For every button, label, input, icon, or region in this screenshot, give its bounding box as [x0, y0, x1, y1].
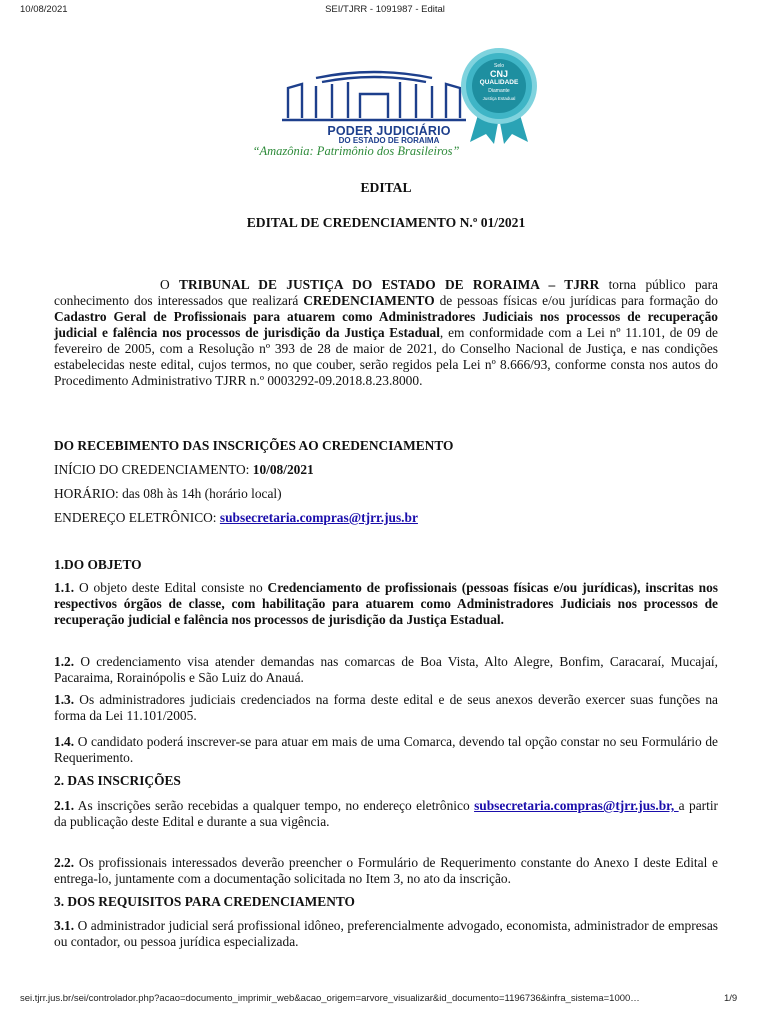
print-date: 10/08/2021 [20, 4, 68, 15]
p14-number: 1.4. [54, 734, 75, 749]
logo-motto: “Amazônia: Patrimônio dos Brasileiros” [252, 144, 460, 158]
requisitos-heading: 3. DOS REQUISITOS PARA CREDENCIAMENTO [54, 894, 355, 909]
intro-bold-2: CREDENCIAMENTO [303, 293, 435, 308]
print-page-number: 1/9 [724, 993, 738, 1004]
courthouse-logo-icon [276, 64, 472, 126]
receb-endereco [54, 510, 718, 526]
receb-heading: DO RECEBIMENTO DAS INSCRIÇÕES AO CREDENCIAMENTO [54, 438, 454, 453]
p14-text: O candidato poderá inscrever-se para atuar em mais de uma Comarca, devendo tal opção constar no seu Formulário de Requerimento. [54, 734, 718, 765]
print-title: SEI/TJRR - 1091987 - Edital [325, 4, 445, 15]
p12-number: 1.2. [54, 654, 75, 669]
logo-subtitle: DO ESTADO DE RORAIMA [338, 136, 440, 145]
endereco-label: ENDEREÇO ELETRÔNICO: [54, 510, 220, 525]
p21-text-1: As inscrições serão recebidas a qualquer tempo, no endereço eletrônico [74, 798, 475, 813]
p31-text: O administrador judicial será profissional idôneo, preferencialmente advogado, economista, administrador de empresas ou contador, ou pessoa jurídica especializada. [54, 918, 718, 949]
seal-text-4: Diamante [488, 88, 510, 94]
inicio-label: INÍCIO DO CREDENCIAMENTO: [54, 462, 253, 477]
p21-text-2: a partir da publicação deste Edital e durante a sua vigência. [54, 798, 719, 829]
intro-bold-1: TRIBUNAL DE JUSTIÇA DO ESTADO DE RORAIMA – TJRR [179, 277, 600, 292]
print-url: sei.tjrr.jus.br/sei/controlador.php?acao=documento_imprimir_web&acao_origem=arvore_visualizar&id_documento=1196736&infra_sistema=1000… [20, 993, 640, 1004]
p12-text: O credenciamento visa atender demandas nas comarcas de Boa Vista, Alto Alegre, Bonfim, Caracaraí, Mucajaí, Pacaraima, Rorainópolis e São Luiz do Anauá. [54, 654, 718, 685]
doc-subtitle: EDITAL DE CREDENCIAMENTO N.º 01/2021 [246, 215, 526, 230]
paragraph-1-4 [54, 734, 718, 766]
inscricoes-heading: 2. DAS INSCRIÇÕES [54, 773, 181, 788]
paragraph-1-3 [54, 692, 718, 724]
seal-text-5: Justiça Estadual [482, 96, 516, 101]
p31-number: 3.1. [54, 918, 75, 933]
cnj-quality-seal [456, 46, 542, 146]
intro-text-4: , em conformidade com a Lei nº 11.101, de 09 de fevereiro de 2005, com a Resolução nº 393 de 28 de maior de 2021, do Conselho Nacional de Justiça, e nas condições estabelecidas neste edital, cujos termos, no que couber, serão regidos pela Lei nº 8.666/93, conforme consta nos autos do Procedimento Administrativo TJRR n.º 0003292-09.2018.8.23.8000. [54, 325, 719, 388]
p11-bold: Credenciamento de profissionais (pessoas físicas e/ou jurídicas), inscritas nos respectivos órgãos de classe, com habilitação para atuarem como Administradores Judiciais nos processos de recuperação judicial e falência nos processos de jurisdição da Justiça Estadual. [54, 580, 718, 627]
paragraph-2-1 [54, 798, 718, 830]
intro-text-2: torna público para conhecimento dos interessados que realizará [54, 277, 718, 308]
inicio-value: 10/08/2021 [252, 462, 314, 477]
p13-number: 1.3. [54, 692, 75, 707]
p21-email-link[interactable]: subsecretaria.compras@tjrr.jus.br, [474, 798, 679, 813]
intro-bold-3: Cadastro Geral de Profissionais para atuarem como Administradores Judiciais nos processos de recuperação judicial e falência nos processos de jurisdição da Justiça Estadual [54, 309, 718, 340]
p13-text: Os administradores judiciais credenciados na forma deste edital e de seus anexos deverão exercer suas funções na forma da Lei 11.101/2005. [54, 692, 718, 723]
logo-title: PODER JUDICIÁRIO [327, 124, 451, 138]
seal-text-3: QUALIDADE [479, 79, 519, 86]
intro-paragraph [54, 277, 718, 389]
p11-text: O objeto deste Edital consiste no [74, 580, 268, 595]
paragraph-1-2 [54, 654, 718, 686]
p22-text: Os profissionais interessados deverão preencher o Formulário de Requerimento constante do Anexo I deste Edital e entrega-lo, juntamente com a documentação solicitada no Item 3, no ato da inscrição. [54, 855, 718, 886]
objeto-heading: 1.DO OBJETO [54, 557, 142, 572]
paragraph-1-1 [54, 580, 718, 628]
email-link[interactable]: subsecretaria.compras@tjrr.jus.br [219, 510, 418, 525]
receb-horario: HORÁRIO: das 08h às 14h (horário local) [54, 486, 282, 501]
seal-text-2: CNJ [489, 69, 508, 79]
p22-number: 2.2. [54, 855, 75, 870]
p11-number: 1.1. [54, 580, 75, 595]
paragraph-3-1 [54, 918, 718, 950]
intro-text-1: O [160, 277, 180, 292]
intro-text-3: de pessoas físicas e/ou jurídicas para formação do [434, 293, 718, 308]
paragraph-2-2 [54, 855, 718, 887]
p21-number: 2.1. [54, 798, 75, 813]
seal-text-1: Selo [493, 63, 504, 69]
doc-title: EDITAL [360, 180, 412, 195]
receb-inicio [54, 462, 718, 478]
